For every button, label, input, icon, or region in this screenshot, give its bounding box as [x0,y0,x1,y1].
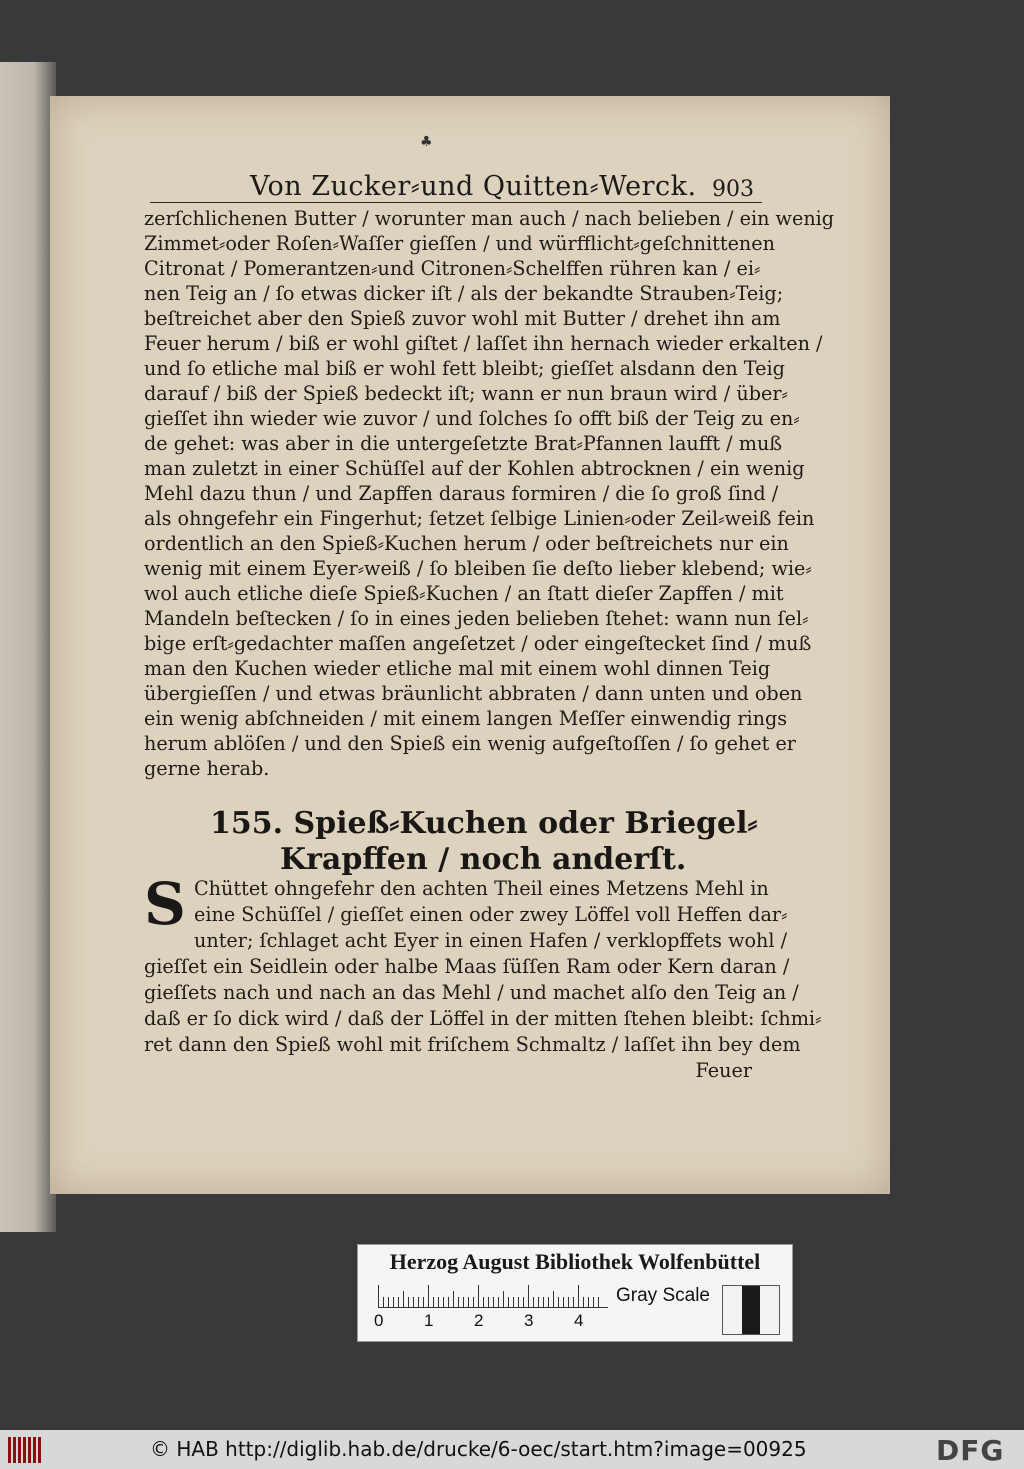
text-line: gieſſet ein Seidlein oder halbe Maas ſüſſen Ram oder Kern daran / [144,955,790,978]
ruler-number: 1 [424,1311,434,1330]
top-ornament: ♣ [420,134,433,150]
text-line: Chüttet ohngefehr den achten Theil eines Metzens Mehl in [194,877,769,900]
ruler-tick [503,1291,504,1307]
gray-patch [760,1286,779,1334]
library-name: Herzog August Bibliothek Wolfenbüttel [389,1249,761,1274]
text-line: Feuer [695,1059,752,1082]
ruler-tick [438,1297,439,1307]
text-line: unter; ſchlaget acht Eyer in einen Hafen / verklopffets wohl / [194,929,788,952]
text-line: eine Schüſſel / gieſſet einen oder zwey Löffel voll Heffen dar⸗ [194,903,788,926]
text-line: de gehet: was aber in die untergeſetzte Brat⸗Pfannen laufft / muß [144,432,783,455]
ruler-tick [563,1297,564,1307]
ruler-tick [533,1297,534,1307]
ruler-tick [598,1297,599,1307]
library-color-target [357,1244,793,1342]
ruler-tick [413,1297,414,1307]
ruler-tick [578,1285,579,1307]
ruler-tick [548,1297,549,1307]
recipe-paragraph [144,870,822,1084]
ruler-tick [553,1291,554,1307]
ruler-tick [513,1297,514,1307]
ruler-tick [583,1297,584,1307]
running-title: Von Zucker⸗und Quitten⸗Werck. [250,171,697,202]
section-heading-line-2: Krapffen / noch anderſt. [280,842,687,877]
hab-barcode-icon [8,1437,46,1463]
ruler-number: 3 [524,1311,534,1330]
text-line: bige erſt⸗gedachter maſſen angeſetzet / oder eingeſtecket ſind / muß [144,632,812,655]
ruler-tick [433,1297,434,1307]
text-line: man zuletzt in einer Schüſſel auf der Kohlen abtrocknen / ein wenig [144,457,805,480]
text-line: und ſo etliche mal biß er wohl fett bleibt; gieſſet alsdann den Teig [144,357,785,380]
ruler-tick [398,1297,399,1307]
ruler-tick [538,1297,539,1307]
text-line: herum ablöſen / und den Spieß ein wenig aufgeſtoſſen / ſo gehet er [144,732,796,755]
text-line: darauf / biß der Spieß bedeckt iſt; wann er nun braun wird / über⸗ [144,382,788,405]
ruler-tick [518,1297,519,1307]
text-line: Mehl dazu thun / und Zapffen daraus formiren / die ſo groß ſind / [144,482,779,505]
ruler-tick [573,1297,574,1307]
text-line: daß er ſo dick wird / daß der Löffel in der mitten ſtehen bleibt: ſchmi⸗ [144,1007,822,1030]
ruler-tick [448,1297,449,1307]
ruler-tick [508,1297,509,1307]
text-line: als ohngefehr ein Fingerhut; ſetzet ſelbige Linien⸗oder Zeil⸗weiß fein [144,507,815,530]
text-line: ein wenig abſchneiden / mit einem langen Meſſer einwendig rings [144,707,788,730]
ruler-tick [483,1297,484,1307]
ruler-tick [423,1297,424,1307]
text-line: gieſſet ihn wieder wie zuvor / und ſolches ſo offt biß der Teig zu en⸗ [144,407,800,430]
ruler-number: 4 [574,1311,584,1330]
section-heading [210,806,758,878]
ruler-tick [428,1285,429,1307]
ruler-tick [458,1297,459,1307]
ruler-tick [478,1285,479,1307]
ruler-tick [543,1297,544,1307]
ruler-tick [523,1297,524,1307]
ruler-tick [473,1297,474,1307]
ruler-tick [408,1297,409,1307]
text-line: man den Kuchen wieder etliche mal mit einem wohl dinnen Teig [144,657,771,680]
text-line: beſtreichet aber den Spieß zuvor wohl mit Butter / drehet ihn am [144,307,781,330]
ruler-tick [493,1297,494,1307]
text-line: gerne herab. [144,757,270,780]
previous-page-edge [0,62,56,1232]
ruler-tick [468,1297,469,1307]
text-line: nen Teig an / ſo etwas dicker iſt / als der bekandte Strauben⸗Teig; [144,282,784,305]
gray-patch [723,1286,742,1334]
ruler-number: 0 [374,1311,384,1330]
gray-scale-label: Gray Scale [616,1285,710,1306]
gray-patch [742,1286,761,1334]
drop-cap-initial: S [144,870,186,938]
ruler-tick [383,1297,384,1307]
ruler-tick [528,1285,529,1307]
ruler-tick [558,1297,559,1307]
ruler-number: 2 [474,1311,484,1330]
ruler-tick [393,1297,394,1307]
text-line: übergieſſen / und etwas bräunlicht abbraten / dann unten und oben [144,682,803,705]
ruler-tick [388,1297,389,1307]
text-line: wenig mit einem Eyer⸗weiß / ſo bleiben ſie deſto lieber klebend; wie⸗ [144,557,812,580]
ruler-tick [403,1291,404,1307]
gray-scale-patches [722,1285,780,1335]
ruler-numbers [374,1311,618,1333]
text-line: Zimmet⸗oder Roſen⸗Waſſer gieſſen / und würfflicht⸗geſchnittenen [144,232,775,255]
book-page [50,96,890,1194]
ruler-tick [443,1297,444,1307]
text-line: Citronat / Pomerantzen⸗und Citronen⸗Schelffen rühren kan / ei⸗ [144,257,761,280]
running-head [150,166,762,203]
text-line: ordentlich an den Spieß⸗Kuchen herum / oder beſtreichets nur ein [144,532,789,555]
footer-bar [0,1430,1024,1469]
body-paragraph [144,206,835,781]
scale-ruler [378,1285,608,1308]
ruler-tick [378,1285,379,1307]
ruler-tick [463,1297,464,1307]
ruler-tick [418,1297,419,1307]
text-line: gieſſets nach und nach an das Mehl / und machet alſo den Teig an / [144,981,799,1004]
ruler-tick [588,1297,589,1307]
text-line: ret dann den Spieß wohl mit friſchem Schmaltz / laſſet ihn bey dem [144,1033,801,1056]
section-heading-line-1: 155. Spieß⸗Kuchen oder Briegel⸗ [210,806,758,841]
ruler-tick [453,1291,454,1307]
ruler-tick [498,1297,499,1307]
dfg-logo: DFG [936,1434,1005,1467]
text-line: zerſchlichenen Butter / worunter man auch / nach belieben / ein wenig [144,207,835,230]
ruler-tick [568,1297,569,1307]
text-line: wol auch etliche dieſe Spieß⸗Kuchen / an ſtatt dieſer Zapffen / mit [144,582,784,605]
ruler-tick [488,1297,489,1307]
ruler-tick [593,1297,594,1307]
page-number: 903 [712,177,754,202]
text-line: Feuer herum / biß er wohl giſtet / laſſet ihn hernach wieder erkalten / [144,332,823,355]
text-line: Mandeln beſtecken / ſo in eines jeden belieben ſtehet: wann nun ſel⸗ [144,607,809,630]
copyright-url-link[interactable]: © HAB http://diglib.hab.de/drucke/6-oec/start.htm?image=00925 [150,1437,807,1461]
